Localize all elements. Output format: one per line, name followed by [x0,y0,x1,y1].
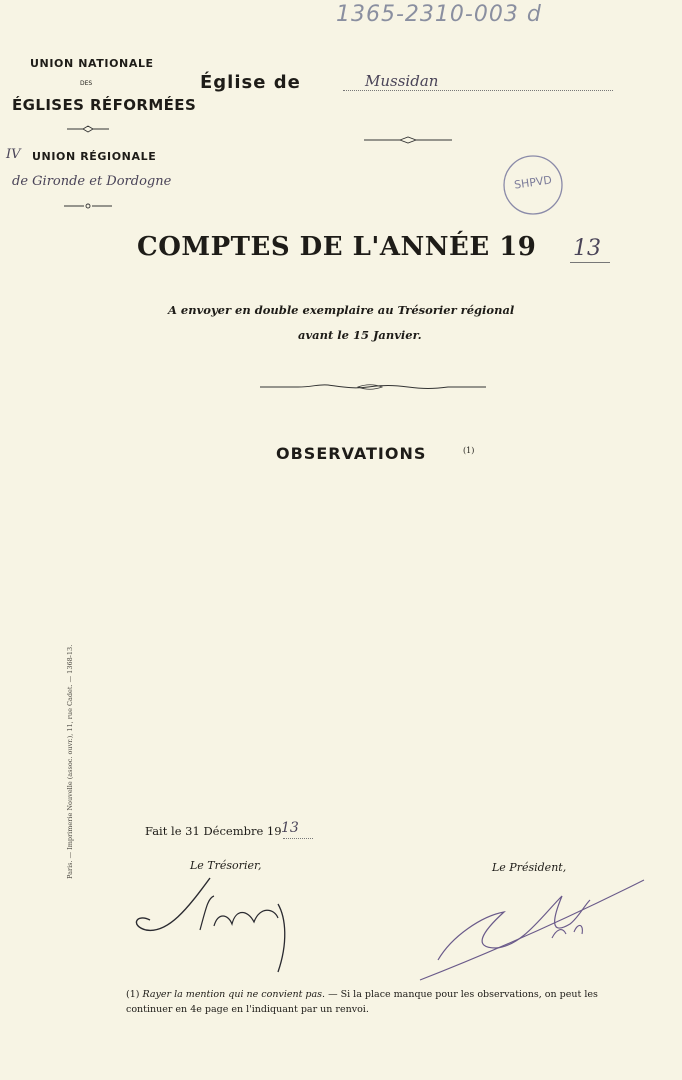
president-signature [412,876,652,986]
des-label: DES [80,80,93,87]
eglise-label: Église de [200,72,301,93]
footnote-text: — Si la place manque pour les observations, on peut les continuer en 4e page en l'indiquant par un renvoi. [126,989,598,1015]
president-label: Le Président, [492,861,567,874]
instruction-line-1: A envoyer en double exemplaire au Trésorier régional [168,303,515,317]
fait-year-underline [283,838,313,839]
ornament-flourish [258,382,488,392]
archive-stamp [502,154,564,216]
eglise-name: Mussidan [365,72,439,90]
observations-note-marker: (1) [463,446,475,455]
footnote [126,987,614,1017]
fait-year-handwritten: 13 [281,820,299,836]
union-regionale-name: de Gironde et Dordogne [12,174,172,189]
union-nationale-label: UNION NATIONALE [30,57,154,70]
eglises-reformees-label: ÉGLISES RÉFORMÉES [12,96,197,114]
document-title: COMPTES DE L'ANNÉE 19 [137,232,537,262]
ornament-divider [362,136,454,144]
tresorier-label: Le Trésorier, [190,859,262,872]
tresorier-signature [128,868,298,978]
footnote-italic: Rayer la mention qui ne convient pas. [142,989,326,1000]
ornament-divider [65,124,111,134]
printer-imprint: Paris. — Imprimerie Nouvelle (assoc. ouvr.), 11, rue Cadet. — 1368-13. [66,644,74,879]
instruction-line-2: avant le 15 Janvier. [298,328,422,342]
union-regionale-number: IV [6,147,21,162]
title-year-handwritten: 13 [573,236,601,261]
eglise-underline [343,90,613,91]
footnote-marker: (1) [126,989,140,1000]
union-regionale-label: UNION RÉGIONALE [32,150,157,163]
title-year-underline [570,262,610,263]
fait-label: Fait le 31 Décembre 19 [145,824,282,838]
stamp-text: SHPVD [513,173,553,192]
observations-heading: OBSERVATIONS [276,444,427,463]
archive-reference: 1365-2310-003 d [336,2,542,27]
ornament-divider [62,202,114,210]
